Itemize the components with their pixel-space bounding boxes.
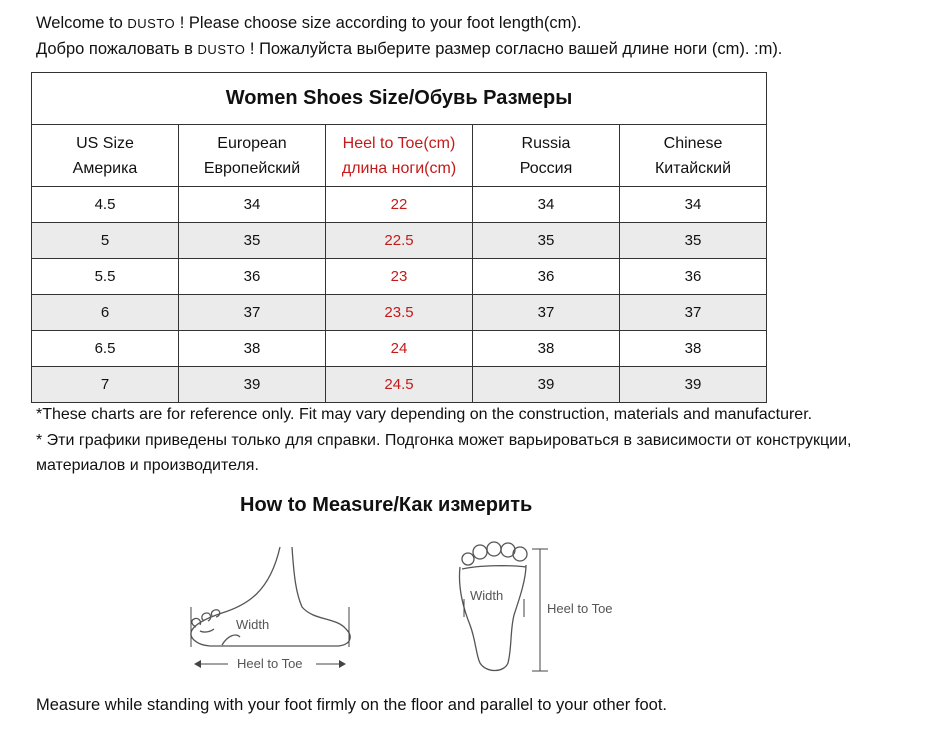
cell-us: 5 [32, 223, 179, 259]
table-row [32, 367, 767, 403]
measure-diagram [0, 535, 944, 685]
cell-eu: 39 [179, 367, 326, 403]
cell-eu: 35 [179, 223, 326, 259]
header-en: US Size [76, 134, 134, 152]
cell-eu: 34 [179, 187, 326, 223]
disclaimer-en: *These charts are for reference only. Fit may vary depending on the construction, materials and manufacturer. [36, 406, 813, 423]
cell-us: 6.5 [32, 331, 179, 367]
header-chinese [620, 125, 767, 187]
cell-russia: 37 [473, 295, 620, 331]
cell-chinese: 37 [620, 295, 767, 331]
header-en: Heel to Toe(cm) [342, 134, 456, 152]
intro-line-ru [36, 40, 782, 59]
foot-top-icon [459, 542, 527, 671]
header-en: Russia [521, 134, 571, 152]
header-ru: Россия [519, 159, 573, 177]
header-ru: Китайский [654, 159, 732, 177]
cell-us: 4.5 [32, 187, 179, 223]
header-en: Chinese [663, 134, 723, 152]
cell-us: 6 [32, 295, 179, 331]
cell-eu: 36 [179, 259, 326, 295]
brand-name: DUSTO [127, 16, 176, 31]
table-row [32, 223, 767, 259]
table-row [32, 295, 767, 331]
header-en: European [217, 134, 287, 152]
header-us [32, 125, 179, 187]
cell-cm: 23 [326, 259, 473, 295]
cell-russia: 34 [473, 187, 620, 223]
intro-text: Добро пожаловать в [36, 40, 198, 58]
foot-side-icon [191, 547, 350, 646]
cell-cm: 24.5 [326, 367, 473, 403]
cell-eu: 38 [179, 331, 326, 367]
header-cm [326, 125, 473, 187]
side-length-label: Heel to Toe [237, 656, 303, 671]
cell-chinese: 39 [620, 367, 767, 403]
cell-cm: 23.5 [326, 295, 473, 331]
cell-russia: 39 [473, 367, 620, 403]
header-russia [473, 125, 620, 187]
intro-text: Welcome to [36, 14, 128, 32]
side-width-label: Width [236, 617, 270, 632]
header-ru: длина ноги(cm) [341, 159, 457, 177]
table-row [32, 259, 767, 295]
disclaimer-ru: * Эти графики приведены только для справки. Подгонка может варьироваться в зависимости от конструкции, [36, 432, 852, 449]
cell-chinese: 36 [620, 259, 767, 295]
size-table-title: Women Shoes Size/Обувь Размеры [32, 73, 767, 125]
header-eu [179, 125, 326, 187]
measure-instruction: Measure while standing with your foot firmly on the floor and parallel to your other foot. [36, 696, 667, 714]
measure-title: How to Measure/Как измерить [240, 494, 533, 516]
cell-russia: 36 [473, 259, 620, 295]
table-row [32, 331, 767, 367]
cell-russia: 38 [473, 331, 620, 367]
cell-eu: 37 [179, 295, 326, 331]
cell-us: 5.5 [32, 259, 179, 295]
intro-line-en [36, 14, 581, 33]
header-ru: Америка [72, 159, 138, 177]
cell-us: 7 [32, 367, 179, 403]
cell-chinese: 34 [620, 187, 767, 223]
table-row [32, 187, 767, 223]
intro-text: ! Пожалуйста выберите размер согласно вашей длине ноги (cm). :m). [245, 40, 783, 58]
cell-chinese: 38 [620, 331, 767, 367]
size-table [31, 72, 767, 403]
cell-cm: 22 [326, 187, 473, 223]
cell-cm: 24 [326, 331, 473, 367]
intro-text: ! Please choose size according to your foot length(cm). [175, 14, 582, 32]
header-ru: Европейский [203, 159, 301, 177]
disclaimer-ru-cont: материалов и производителя. [36, 457, 259, 474]
cell-russia: 35 [473, 223, 620, 259]
top-width-label: Width [470, 588, 504, 603]
cell-cm: 22.5 [326, 223, 473, 259]
cell-chinese: 35 [620, 223, 767, 259]
top-length-label: Heel to Toe [547, 601, 613, 616]
brand-name: DUSTO [197, 42, 246, 57]
size-table-header [32, 125, 767, 187]
